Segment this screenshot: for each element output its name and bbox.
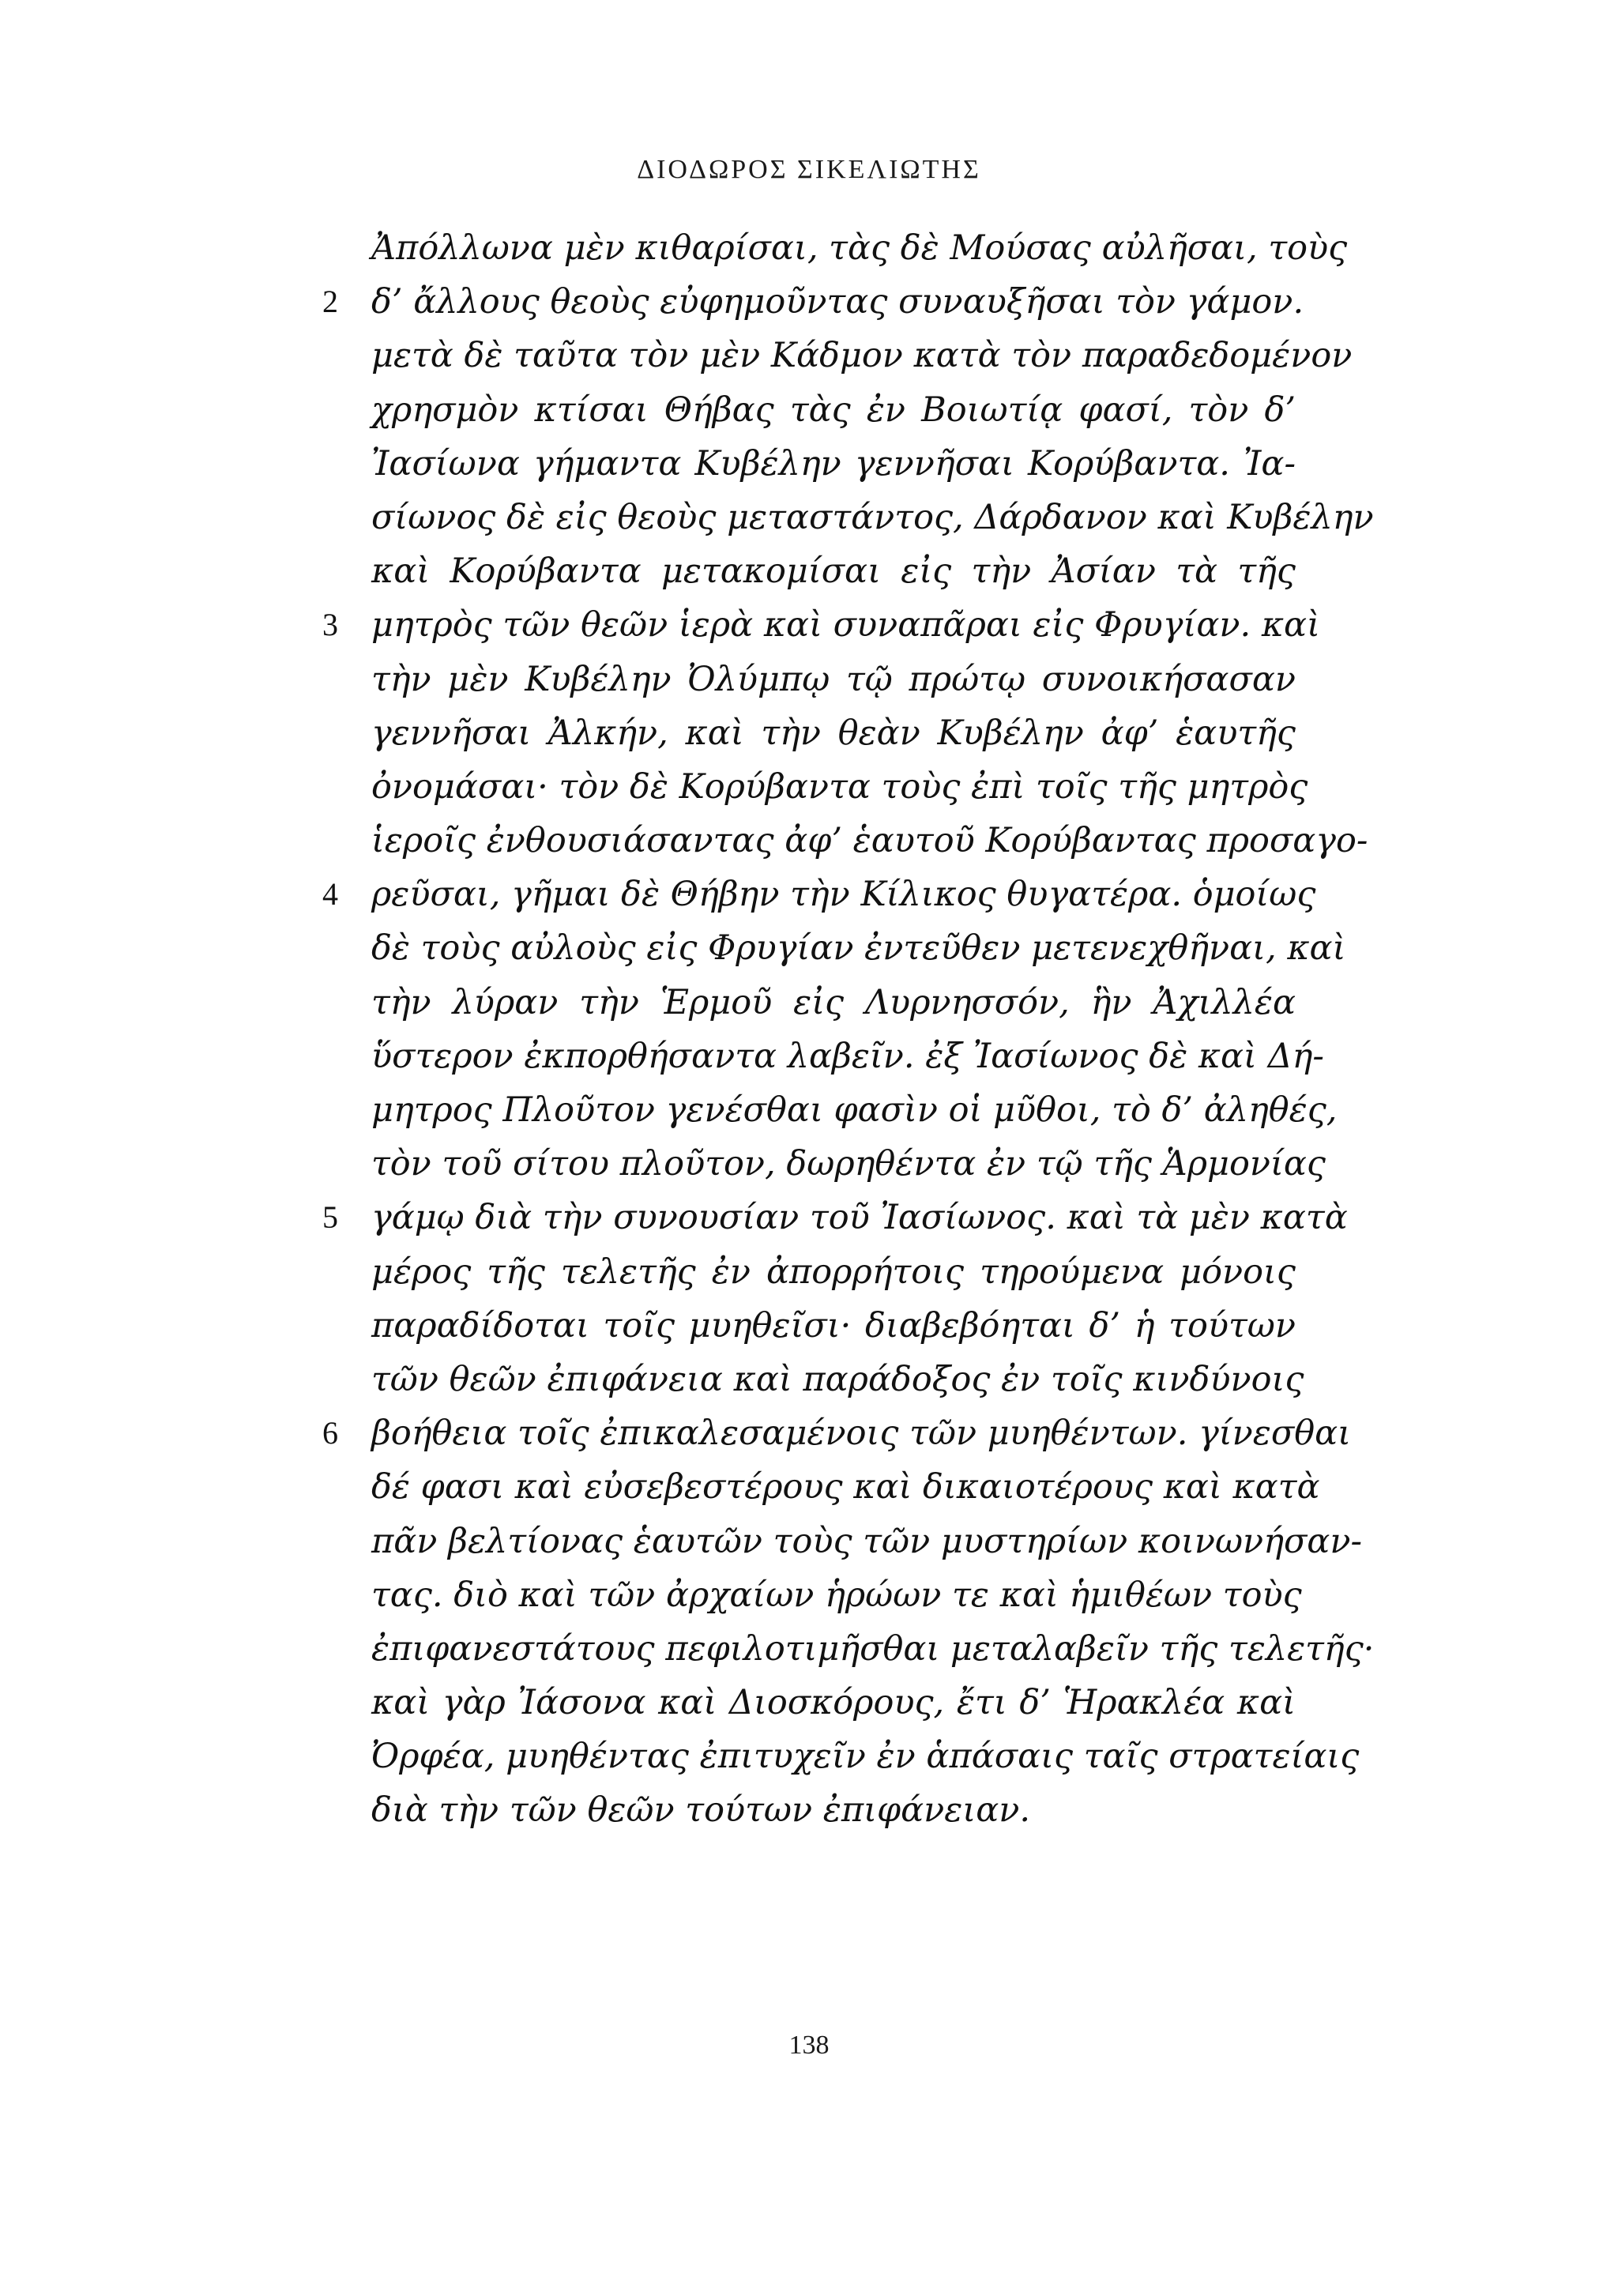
text-line	[371, 544, 1296, 598]
text-line	[322, 1191, 1348, 1244]
text-line	[371, 221, 1348, 275]
text-line	[371, 1676, 1296, 1730]
line-text: παραδίδοται τοῖς μυηθεῖσι· διαβεβόηται δ’ ἡ τούτων	[371, 1305, 1296, 1346]
line-text: γεννῆσαι Ἀλκήν, καὶ τὴν θεὰν Κυβέλην ἀφ’ ἑαυτῆς	[371, 713, 1296, 753]
text-line	[371, 1137, 1326, 1191]
text-line	[371, 653, 1296, 706]
text-line	[322, 1406, 1351, 1460]
text-line	[371, 1083, 1338, 1137]
text-line	[371, 921, 1346, 975]
text-line	[371, 1460, 1320, 1514]
line-text: τας. διὸ καὶ τῶν ἀρχαίων ἡρώων τε καὶ ἡμιθέων τοὺς	[371, 1575, 1302, 1615]
line-text: βοήθεια τοῖς ἐπικαλεσαμένοις τῶν μυηθέντων. γίνεσθαι	[371, 1413, 1351, 1454]
line-text: μητρὸς τῶν θεῶν ἱερὰ καὶ συναπᾶραι εἰς Φρυγίαν. καὶ	[371, 605, 1320, 646]
line-text: μητρος Πλοῦτον γενέσθαι φασὶν οἱ μῦθοι, τὸ δ’ ἀληθές,	[371, 1090, 1338, 1130]
line-text: καὶ Κορύβαντα μετακομίσαι εἰς τὴν Ἀσίαν τὰ τῆς	[371, 551, 1296, 592]
section-number: 5	[322, 1199, 338, 1236]
text-line	[371, 1622, 1375, 1676]
line-text: δὲ τοὺς αὐλοὺς εἰς Φρυγίαν ἐντεῦθεν μετενεχθῆναι, καὶ	[371, 928, 1346, 969]
text-line	[371, 976, 1296, 1029]
text-line	[322, 868, 1316, 921]
text-line	[371, 1029, 1324, 1083]
main-text	[322, 221, 1375, 1838]
text-line	[322, 275, 1304, 329]
text-line	[371, 1568, 1302, 1622]
line-text: ἐπιφανεστάτους πεφιλοτιμῆσθαι μεταλαβεῖν τῆς τελετῆς·	[371, 1628, 1375, 1669]
line-text: χρησμὸν κτίσαι Θήβας τὰς ἐν Βοιωτίᾳ φασί, τὸν δ’	[371, 390, 1296, 430]
line-text: Ἀπόλλωνα μὲν κιθαρίσαι, τὰς δὲ Μούσας αὐλῆσαι, τοὺς	[371, 228, 1348, 268]
line-text: ὕστερον ἐκπορθήσαντα λαβεῖν. ἐξ Ἰασίωνος δὲ καὶ Δή-	[371, 1036, 1324, 1076]
line-text: ὀνομάσαι· τὸν δὲ Κορύβαντα τοὺς ἐπὶ τοῖς τῆς μητρὸς	[371, 766, 1308, 807]
line-text: μετὰ δὲ ταῦτα τὸν μὲν Κάδμον κατὰ τὸν παραδεδομένον	[371, 336, 1353, 376]
line-text: Ἰασίωνα γήμαντα Κυβέλην γεννῆσαι Κορύβαντα. Ἰα-	[371, 443, 1296, 484]
section-number: 2	[322, 284, 338, 320]
line-text: τὴν λύραν τὴν Ἑρμοῦ εἰς Λυρνησσόν, ἣν Ἀχιλλέα	[371, 982, 1296, 1022]
line-text: σίωνος δὲ εἰς θεοὺς μεταστάντος, Δάρδανον καὶ Κυβέλην	[371, 497, 1374, 537]
line-text: τῶν θεῶν ἐπιφάνεια καὶ παράδοξος ἐν τοῖς κινδύνοις	[371, 1359, 1304, 1399]
text-line	[371, 1783, 1296, 1837]
text-line	[322, 598, 1320, 652]
line-text: ρεῦσαι, γῆμαι δὲ Θήβην τὴν Κίλικος θυγατέρα. ὁμοίως	[371, 875, 1316, 915]
text-line	[371, 437, 1296, 491]
line-text: διὰ τὴν τῶν θεῶν τούτων ἐπιφάνειαν.	[371, 1790, 1031, 1831]
page-number: 138	[788, 2031, 830, 2060]
text-line	[371, 1515, 1363, 1568]
text-line	[371, 760, 1308, 814]
section-number: 4	[322, 876, 338, 913]
line-text: γάμῳ διὰ τὴν συνουσίαν τοῦ Ἰασίωνος. καὶ τὰ μὲν κατὰ	[371, 1198, 1348, 1238]
text-line	[371, 329, 1353, 382]
line-text: τὴν μὲν Κυβέλην Ὀλύμπῳ τῷ πρώτῳ συνοικήσασαν	[371, 659, 1296, 699]
line-text: τὸν τοῦ σίτου πλοῦτον, δωρηθέντα ἐν τῷ τῆς Ἁρμονίας	[371, 1144, 1326, 1184]
text-line	[371, 1245, 1296, 1299]
line-text: Ὀρφέα, μυηθέντας ἐπιτυχεῖν ἐν ἁπάσαις ταῖς στρατείαις	[371, 1737, 1360, 1777]
line-text: δέ φασι καὶ εὐσεβεστέρους καὶ δικαιοτέρους καὶ κατὰ	[371, 1467, 1320, 1507]
text-line	[371, 383, 1296, 437]
section-number: 6	[322, 1415, 338, 1451]
line-text: ἱεροῖς ἐνθουσιάσαντας ἀφ’ ἑαυτοῦ Κορύβαντας προσαγο-	[371, 821, 1368, 861]
text-line	[371, 1353, 1304, 1406]
line-text: πᾶν βελτίονας ἑαυτῶν τοὺς τῶν μυστηρίων κοινωνήσαν-	[371, 1521, 1363, 1561]
text-line	[371, 706, 1296, 760]
text-line	[371, 1299, 1296, 1353]
text-line	[371, 1730, 1360, 1783]
line-text: μέρος τῆς τελετῆς ἐν ἀπορρήτοις τηρούμενα μόνοις	[371, 1252, 1296, 1292]
text-line	[371, 491, 1374, 544]
section-number: 3	[322, 607, 338, 643]
line-text: δ’ ἄλλους θεοὺς εὐφημοῦντας συναυξῆσαι τὸν γάμον.	[371, 282, 1304, 322]
running-head: ΔΙΟΔΩΡΟΣ ΣΙΚΕΛΙΩΤΗΣ	[637, 155, 981, 184]
text-line	[371, 814, 1368, 868]
line-text: καὶ γὰρ Ἰάσονα καὶ Διοσκόρους, ἔτι δ’ Ἡρακλέα καὶ	[371, 1683, 1296, 1723]
